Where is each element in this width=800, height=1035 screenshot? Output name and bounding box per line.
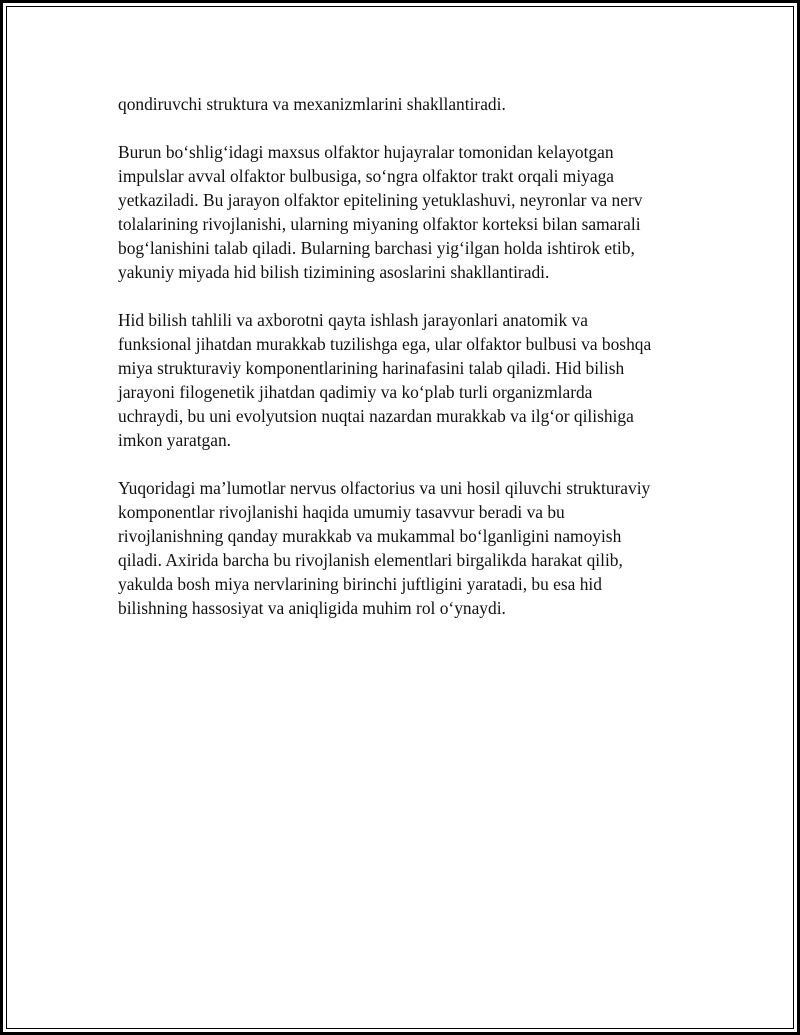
text-line: Yuqoridagi ma’lumotlar nervus olfactorius va uni hosil qiluvchi strukturaviy: [118, 478, 651, 498]
text-line: komponentlar rivojlanishi haqida umumiy tasavvur beradi va bu: [118, 502, 565, 522]
paragraph-3: [118, 308, 698, 452]
text-line: jarayoni filogenetik jihatdan qadimiy va ko‘plab turli organizmlarda: [118, 382, 593, 402]
text-line: uchraydi, bu uni evolyutsion nuqtai nazardan murakkab va ilg‘or qilishiga: [118, 406, 634, 426]
text-line: Hid bilish tahlili va axborotni qayta ishlash jarayonlari anatomik va: [118, 310, 588, 330]
text-line: rivojlanishning qanday murakkab va mukammal bo‘lganligini namoyish: [118, 526, 622, 546]
text-line: miya strukturaviy komponentlarining harinafasini talab qiladi. Hid bilish: [118, 358, 625, 378]
text-line: bilishning hassosiyat va aniqligida muhim rol o‘ynaydi.: [118, 598, 506, 618]
paragraph-1: [118, 92, 698, 116]
text-line: yetkaziladi. Bu jarayon olfaktor epitelining yetuklashuvi, neyronlar va nerv: [118, 190, 643, 210]
text-line: Burun bo‘shlig‘idagi maxsus olfaktor hujayralar tomonidan kelayotgan: [118, 142, 614, 162]
paragraph-4: [118, 476, 698, 620]
document-body: [118, 92, 698, 644]
text-line: bog‘lanishini talab qiladi. Bularning barchasi yig‘ilgan holda ishtirok etib,: [118, 238, 635, 258]
text-line: imkon yaratgan.: [118, 430, 232, 450]
text-line: yakulda bosh miya nervlarining birinchi juftligini yaratadi, bu esa hid: [118, 574, 602, 594]
text-line: tolalarining rivojlanishi, ularning miyaning olfaktor korteksi bilan samarali: [118, 214, 641, 234]
text-line: qondiruvchi struktura va mexanizmlarini shakllantiradi.: [118, 94, 506, 114]
paragraph-2: [118, 140, 698, 284]
text-line: impulslar avval olfaktor bulbusiga, so‘ngra olfaktor trakt orqali miyaga: [118, 166, 614, 186]
text-line: funksional jihatdan murakkab tuzilishga ega, ular olfaktor bulbusi va boshqa: [118, 334, 652, 354]
text-line: yakuniy miyada hid bilish tizimining asoslarini shakllantiradi.: [118, 262, 550, 282]
text-line: qiladi. Axirida barcha bu rivojlanish elementlari birgalikda harakat qilib,: [118, 550, 623, 570]
